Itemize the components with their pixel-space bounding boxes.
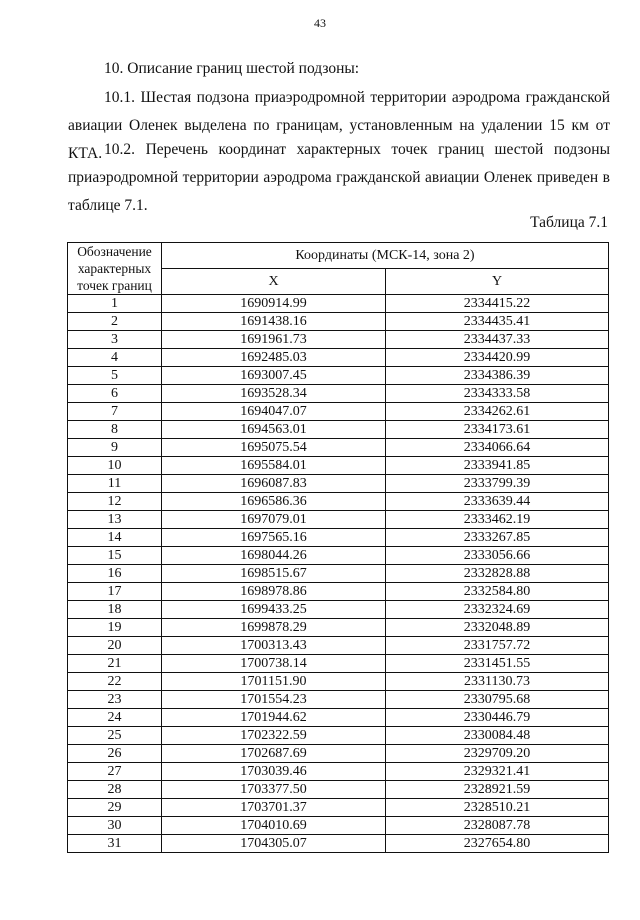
x-coordinate-cell: 1696087.83 bbox=[162, 475, 386, 493]
table-row bbox=[68, 565, 609, 583]
y-coordinate-cell: 2327654.80 bbox=[386, 835, 609, 853]
table-row bbox=[68, 475, 609, 493]
y-coordinate-cell: 2328921.59 bbox=[386, 781, 609, 799]
table-row bbox=[68, 691, 609, 709]
y-coordinate-cell: 2332324.69 bbox=[386, 601, 609, 619]
x-coordinate-cell: 1695584.01 bbox=[162, 457, 386, 475]
table-row bbox=[68, 817, 609, 835]
point-number-cell: 26 bbox=[68, 745, 162, 763]
x-coordinate-cell: 1700313.43 bbox=[162, 637, 386, 655]
table-caption: Таблица 7.1 bbox=[530, 214, 608, 231]
y-coordinate-cell: 2333941.85 bbox=[386, 457, 609, 475]
y-coordinate-cell: 2332048.89 bbox=[386, 619, 609, 637]
table-row bbox=[68, 655, 609, 673]
point-number-cell: 8 bbox=[68, 421, 162, 439]
y-coordinate-cell: 2330084.48 bbox=[386, 727, 609, 745]
x-coordinate-cell: 1690914.99 bbox=[162, 295, 386, 313]
table-row bbox=[68, 295, 609, 313]
y-coordinate-cell: 2334262.61 bbox=[386, 403, 609, 421]
table-row bbox=[68, 763, 609, 781]
table-row bbox=[68, 367, 609, 385]
x-coordinate-cell: 1702322.59 bbox=[162, 727, 386, 745]
table-row bbox=[68, 799, 609, 817]
y-coordinate-cell: 2334437.33 bbox=[386, 331, 609, 349]
point-number-cell: 27 bbox=[68, 763, 162, 781]
y-coordinate-cell: 2328510.21 bbox=[386, 799, 609, 817]
x-coordinate-cell: 1703701.37 bbox=[162, 799, 386, 817]
x-coordinate-cell: 1698515.67 bbox=[162, 565, 386, 583]
y-coordinate-cell: 2332828.88 bbox=[386, 565, 609, 583]
header-coordinates: Координаты (МСК-14, зона 2) bbox=[162, 243, 609, 269]
table-row bbox=[68, 583, 609, 601]
x-coordinate-cell: 1700738.14 bbox=[162, 655, 386, 673]
table-row bbox=[68, 331, 609, 349]
point-number-cell: 30 bbox=[68, 817, 162, 835]
point-number-cell: 9 bbox=[68, 439, 162, 457]
table-row bbox=[68, 493, 609, 511]
point-number-cell: 29 bbox=[68, 799, 162, 817]
point-number-cell: 16 bbox=[68, 565, 162, 583]
y-coordinate-cell: 2334333.58 bbox=[386, 385, 609, 403]
y-coordinate-cell: 2334435.41 bbox=[386, 313, 609, 331]
table-row bbox=[68, 781, 609, 799]
point-number-cell: 15 bbox=[68, 547, 162, 565]
x-coordinate-cell: 1701554.23 bbox=[162, 691, 386, 709]
point-number-cell: 14 bbox=[68, 529, 162, 547]
x-coordinate-cell: 1697079.01 bbox=[162, 511, 386, 529]
y-coordinate-cell: 2333462.19 bbox=[386, 511, 609, 529]
x-coordinate-cell: 1699433.25 bbox=[162, 601, 386, 619]
y-coordinate-cell: 2331757.72 bbox=[386, 637, 609, 655]
x-coordinate-cell: 1698978.86 bbox=[162, 583, 386, 601]
x-coordinate-cell: 1701944.62 bbox=[162, 709, 386, 727]
x-coordinate-cell: 1691438.16 bbox=[162, 313, 386, 331]
point-number-cell: 13 bbox=[68, 511, 162, 529]
point-number-cell: 3 bbox=[68, 331, 162, 349]
table-row bbox=[68, 709, 609, 727]
y-coordinate-cell: 2334415.22 bbox=[386, 295, 609, 313]
point-number-cell: 23 bbox=[68, 691, 162, 709]
y-coordinate-cell: 2331451.55 bbox=[386, 655, 609, 673]
table-row bbox=[68, 835, 609, 853]
point-number-cell: 19 bbox=[68, 619, 162, 637]
y-coordinate-cell: 2334386.39 bbox=[386, 367, 609, 385]
y-coordinate-cell: 2333056.66 bbox=[386, 547, 609, 565]
y-coordinate-cell: 2334066.64 bbox=[386, 439, 609, 457]
table-row bbox=[68, 439, 609, 457]
x-coordinate-cell: 1697565.16 bbox=[162, 529, 386, 547]
y-coordinate-cell: 2329709.20 bbox=[386, 745, 609, 763]
table-row bbox=[68, 511, 609, 529]
table-row bbox=[68, 637, 609, 655]
x-coordinate-cell: 1703039.46 bbox=[162, 763, 386, 781]
point-number-cell: 10 bbox=[68, 457, 162, 475]
x-coordinate-cell: 1701151.90 bbox=[162, 673, 386, 691]
x-coordinate-cell: 1702687.69 bbox=[162, 745, 386, 763]
point-number-cell: 4 bbox=[68, 349, 162, 367]
header-point-designation: Обозначение характерных точек границ bbox=[68, 243, 162, 295]
y-coordinate-cell: 2330446.79 bbox=[386, 709, 609, 727]
x-coordinate-cell: 1693528.34 bbox=[162, 385, 386, 403]
table-row bbox=[68, 547, 609, 565]
table-row bbox=[68, 313, 609, 331]
point-number-cell: 22 bbox=[68, 673, 162, 691]
page-number: 43 bbox=[314, 16, 326, 30]
x-coordinate-cell: 1694047.07 bbox=[162, 403, 386, 421]
y-coordinate-cell: 2334420.99 bbox=[386, 349, 609, 367]
x-coordinate-cell: 1699878.29 bbox=[162, 619, 386, 637]
x-coordinate-cell: 1693007.45 bbox=[162, 367, 386, 385]
table-row bbox=[68, 673, 609, 691]
x-coordinate-cell: 1696586.36 bbox=[162, 493, 386, 511]
table-row bbox=[68, 619, 609, 637]
point-number-cell: 25 bbox=[68, 727, 162, 745]
x-coordinate-cell: 1698044.26 bbox=[162, 547, 386, 565]
y-coordinate-cell: 2334173.61 bbox=[386, 421, 609, 439]
point-number-cell: 17 bbox=[68, 583, 162, 601]
table-row bbox=[68, 457, 609, 475]
x-coordinate-cell: 1704010.69 bbox=[162, 817, 386, 835]
point-number-cell: 20 bbox=[68, 637, 162, 655]
x-coordinate-cell: 1691961.73 bbox=[162, 331, 386, 349]
x-coordinate-cell: 1703377.50 bbox=[162, 781, 386, 799]
paragraph-10-2: 10.2. Перечень координат характерных точек границ шестой подзоны приаэродромной территории аэродрома гражданской авиации Оленек приведен в таблице 7.1. bbox=[68, 141, 610, 214]
table-row bbox=[68, 601, 609, 619]
point-number-cell: 28 bbox=[68, 781, 162, 799]
y-coordinate-cell: 2329321.41 bbox=[386, 763, 609, 781]
point-number-cell: 11 bbox=[68, 475, 162, 493]
y-coordinate-cell: 2333799.39 bbox=[386, 475, 609, 493]
table-row bbox=[68, 529, 609, 547]
x-coordinate-cell: 1692485.03 bbox=[162, 349, 386, 367]
y-coordinate-cell: 2333639.44 bbox=[386, 493, 609, 511]
point-number-cell: 24 bbox=[68, 709, 162, 727]
table-body bbox=[68, 295, 609, 853]
header-x: X bbox=[162, 269, 386, 295]
table-row bbox=[68, 745, 609, 763]
point-number-cell: 2 bbox=[68, 313, 162, 331]
point-number-cell: 1 bbox=[68, 295, 162, 313]
table-row bbox=[68, 385, 609, 403]
paragraph-10-1: 10.1. Шестая подзона приаэродромной территории аэродрома гражданской авиации Оленек выделена по границам, установленным на удалении 15 км от КТА. bbox=[68, 89, 610, 162]
y-coordinate-cell: 2328087.78 bbox=[386, 817, 609, 835]
point-number-cell: 18 bbox=[68, 601, 162, 619]
point-number-cell: 6 bbox=[68, 385, 162, 403]
table-row bbox=[68, 727, 609, 745]
y-coordinate-cell: 2333267.85 bbox=[386, 529, 609, 547]
table-row bbox=[68, 421, 609, 439]
table-row bbox=[68, 403, 609, 421]
y-coordinate-cell: 2330795.68 bbox=[386, 691, 609, 709]
y-coordinate-cell: 2332584.80 bbox=[386, 583, 609, 601]
point-number-cell: 5 bbox=[68, 367, 162, 385]
header-y: Y bbox=[386, 269, 609, 295]
point-number-cell: 12 bbox=[68, 493, 162, 511]
x-coordinate-cell: 1695075.54 bbox=[162, 439, 386, 457]
y-coordinate-cell: 2331130.73 bbox=[386, 673, 609, 691]
x-coordinate-cell: 1694563.01 bbox=[162, 421, 386, 439]
table-row bbox=[68, 349, 609, 367]
section-heading: 10. Описание границ шестой подзоны: bbox=[104, 60, 360, 77]
x-coordinate-cell: 1704305.07 bbox=[162, 835, 386, 853]
point-number-cell: 31 bbox=[68, 835, 162, 853]
coordinates-table bbox=[67, 242, 609, 853]
point-number-cell: 21 bbox=[68, 655, 162, 673]
point-number-cell: 7 bbox=[68, 403, 162, 421]
